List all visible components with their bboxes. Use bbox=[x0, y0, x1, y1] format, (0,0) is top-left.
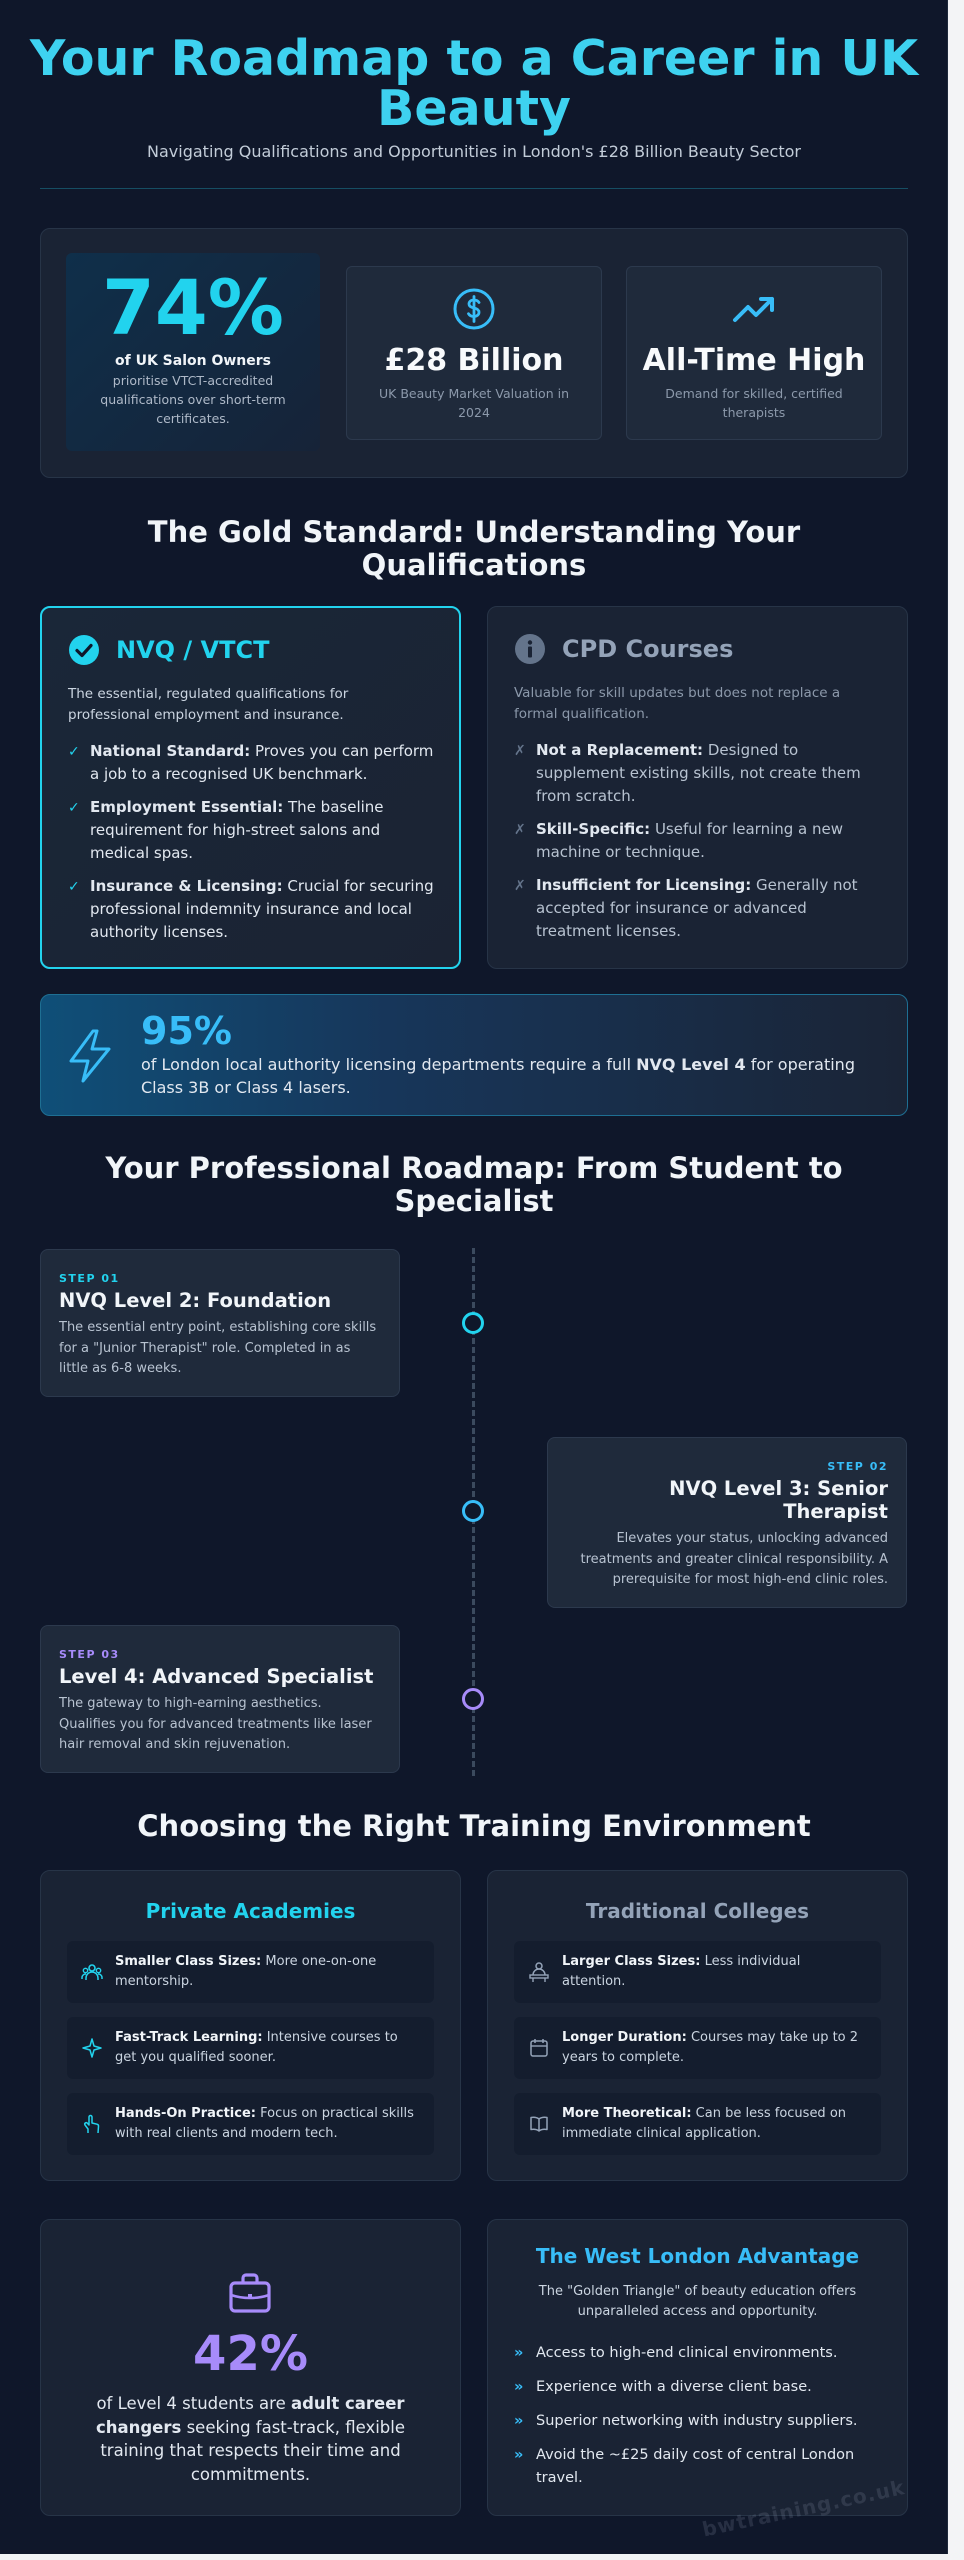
step-02-dot bbox=[462, 1500, 484, 1522]
gold-standard-heading: The Gold Standard: Understanding Your Qualifications bbox=[147, 515, 801, 582]
laser-licensing-value: 95% bbox=[141, 1009, 232, 1053]
demand-value: All-Time High bbox=[642, 343, 866, 378]
cpd-title: CPD Courses bbox=[562, 635, 734, 663]
salon-owners-value: 74% bbox=[102, 263, 284, 352]
trending-up-icon bbox=[732, 287, 776, 331]
lightning-icon bbox=[63, 1027, 117, 1085]
traditional-colleges-title: Traditional Colleges bbox=[585, 1899, 810, 1923]
demand-stat bbox=[626, 266, 882, 440]
step-kicker: STEP 02 bbox=[827, 1460, 888, 1473]
list-item: » Experience with a diverse client base. bbox=[514, 2376, 881, 2399]
demand-desc: Demand for skilled, certified therapists bbox=[665, 386, 843, 420]
salon-owners-stat bbox=[66, 253, 320, 451]
check-icon: ✓ bbox=[68, 800, 80, 816]
step-title: Level 4: Advanced Specialist bbox=[59, 1665, 374, 1688]
dollar-circle-icon bbox=[452, 287, 496, 331]
step-kicker: STEP 01 bbox=[59, 1272, 120, 1285]
hand-icon bbox=[81, 2113, 103, 2135]
list-item: ✓ Employment Essential: The baseline requirement for high-street salons and medical spas. bbox=[68, 798, 384, 862]
list-item: Fast-Track Learning: Intensive courses to get you qualified sooner. bbox=[67, 2017, 434, 2079]
roadmap-heading: Your Professional Roadmap: From Student to Specialist bbox=[105, 1151, 843, 1218]
market-value: £28 Billion bbox=[384, 343, 564, 378]
double-chevron-icon: » bbox=[514, 2379, 524, 2395]
adult-learners-card bbox=[40, 2219, 461, 2516]
nvq-benefits-list bbox=[68, 740, 437, 954]
page-subtitle: Navigating Qualifications and Opportunities in London's £28 Billion Beauty Sector bbox=[147, 142, 801, 161]
market-value-stat bbox=[346, 266, 602, 440]
site-watermark: bwtraining.co.uk bbox=[700, 2475, 908, 2542]
west-london-intro: The "Golden Triangle" of beauty education offers unparalleled access and opportunity. bbox=[538, 2284, 857, 2319]
lecture-icon bbox=[528, 1961, 550, 1983]
laser-licensing-text: of London local authority licensing departments require a full NVQ Level 4 for operating Class 3B or Class 4 lasers. bbox=[141, 1055, 855, 1097]
calendar-icon bbox=[528, 2037, 550, 2059]
page-edge bbox=[948, 0, 964, 2560]
cpd-intro: Valuable for skill updates but does not replace a formal qualification. bbox=[514, 685, 841, 722]
cpd-limitations-list bbox=[514, 739, 885, 953]
roadmap-step-02 bbox=[547, 1437, 907, 1608]
list-item: ✓ Insurance & Licensing: Crucial for securing professional indemnity insurance and local authority licenses. bbox=[68, 877, 434, 941]
west-london-card bbox=[487, 2219, 908, 2516]
cross-icon: ✗ bbox=[514, 743, 526, 759]
step-desc: The gateway to high-earning aesthetics. Qualifies you for advanced treatments like laser hair removal and skin rejuvenation. bbox=[59, 1696, 372, 1752]
step-03-dot bbox=[462, 1688, 484, 1710]
list-item: » Superior networking with industry suppliers. bbox=[514, 2410, 881, 2433]
list-item: ✓ National Standard: Proves you can perform a job to a recognised UK benchmark. bbox=[68, 742, 434, 783]
cross-icon: ✗ bbox=[514, 822, 526, 838]
roadmap-step-03 bbox=[40, 1625, 400, 1773]
salon-owners-label: of UK Salon Owners bbox=[115, 353, 271, 369]
adult-learners-value: 42% bbox=[193, 2326, 308, 2382]
step-title: NVQ Level 3: Senior Therapist bbox=[669, 1477, 888, 1523]
market-value-desc: UK Beauty Market Valuation in 2024 bbox=[379, 386, 569, 420]
nvq-title: NVQ / VTCT bbox=[116, 636, 270, 664]
list-item: » Avoid the ~£25 daily cost of central London travel. bbox=[514, 2444, 881, 2490]
list-item: More Theoretical: Can be less focused on immediate clinical application. bbox=[514, 2093, 881, 2155]
briefcase-icon bbox=[227, 2270, 273, 2316]
double-chevron-icon: » bbox=[514, 2345, 524, 2361]
sparkle-icon bbox=[81, 2037, 103, 2059]
list-item: ✗ Not a Replacement: Designed to supplement existing skills, not create them from scratch. bbox=[514, 741, 861, 805]
double-chevron-icon: » bbox=[514, 2413, 524, 2429]
nvq-card bbox=[40, 606, 461, 969]
list-item: Smaller Class Sizes: More one-on-one mentorship. bbox=[67, 1941, 434, 2003]
group-icon bbox=[81, 1961, 103, 1983]
info-circle-icon bbox=[514, 633, 546, 665]
step-desc: Elevates your status, unlocking advanced treatments and greater clinical responsibility. A prerequisite for most high-end clinic roles. bbox=[580, 1531, 888, 1587]
list-item: Longer Duration: Courses may take up to 2 years to complete. bbox=[514, 2017, 881, 2079]
private-academies-card bbox=[40, 1870, 461, 2181]
list-item: Larger Class Sizes: Less individual attention. bbox=[514, 1941, 881, 2003]
traditional-colleges-card bbox=[487, 1870, 908, 2181]
header-divider bbox=[40, 188, 908, 189]
list-item: Hands-On Practice: Focus on practical skills with real clients and modern tech. bbox=[67, 2093, 434, 2155]
step-kicker: STEP 03 bbox=[59, 1648, 120, 1661]
check-icon: ✓ bbox=[68, 744, 80, 760]
check-icon: ✓ bbox=[68, 879, 80, 895]
cross-icon: ✗ bbox=[514, 878, 526, 894]
list-item: » Access to high-end clinical environments. bbox=[514, 2342, 881, 2365]
step-desc: The essential entry point, establishing core skills for a "Junior Therapist" role. Completed in as little as 6-8 weeks. bbox=[59, 1320, 377, 1376]
laser-licensing-banner bbox=[40, 994, 908, 1116]
nvq-intro: The essential, regulated qualifications for professional employment and insurance. bbox=[68, 686, 349, 723]
step-01-dot bbox=[462, 1312, 484, 1334]
book-icon bbox=[528, 2113, 550, 2135]
roadmap-step-01 bbox=[40, 1249, 400, 1397]
list-item: ✗ Skill-Specific: Useful for learning a new machine or technique. bbox=[514, 820, 844, 861]
list-item: ✗ Insufficient for Licensing: Generally not accepted for insurance or advanced treatment licenses. bbox=[514, 876, 858, 940]
adult-learners-text: of Level 4 students are adult career changers seeking fast-track, flexible training that respects their time and commitments. bbox=[95, 2394, 406, 2484]
private-academies-title: Private Academies bbox=[145, 1899, 356, 1923]
west-london-list bbox=[514, 2342, 881, 2501]
cpd-card bbox=[487, 606, 908, 969]
salon-owners-desc: prioritise VTCT-accredited qualifications over short-term certificates. bbox=[100, 373, 286, 426]
step-title: NVQ Level 2: Foundation bbox=[59, 1289, 332, 1312]
double-chevron-icon: » bbox=[514, 2447, 524, 2463]
west-london-title: The West London Advantage bbox=[535, 2244, 860, 2268]
environment-heading: Choosing the Right Training Environment bbox=[137, 1809, 811, 1843]
page-title: Your Roadmap to a Career in UK Beauty bbox=[29, 30, 919, 137]
check-circle-icon bbox=[68, 634, 100, 666]
